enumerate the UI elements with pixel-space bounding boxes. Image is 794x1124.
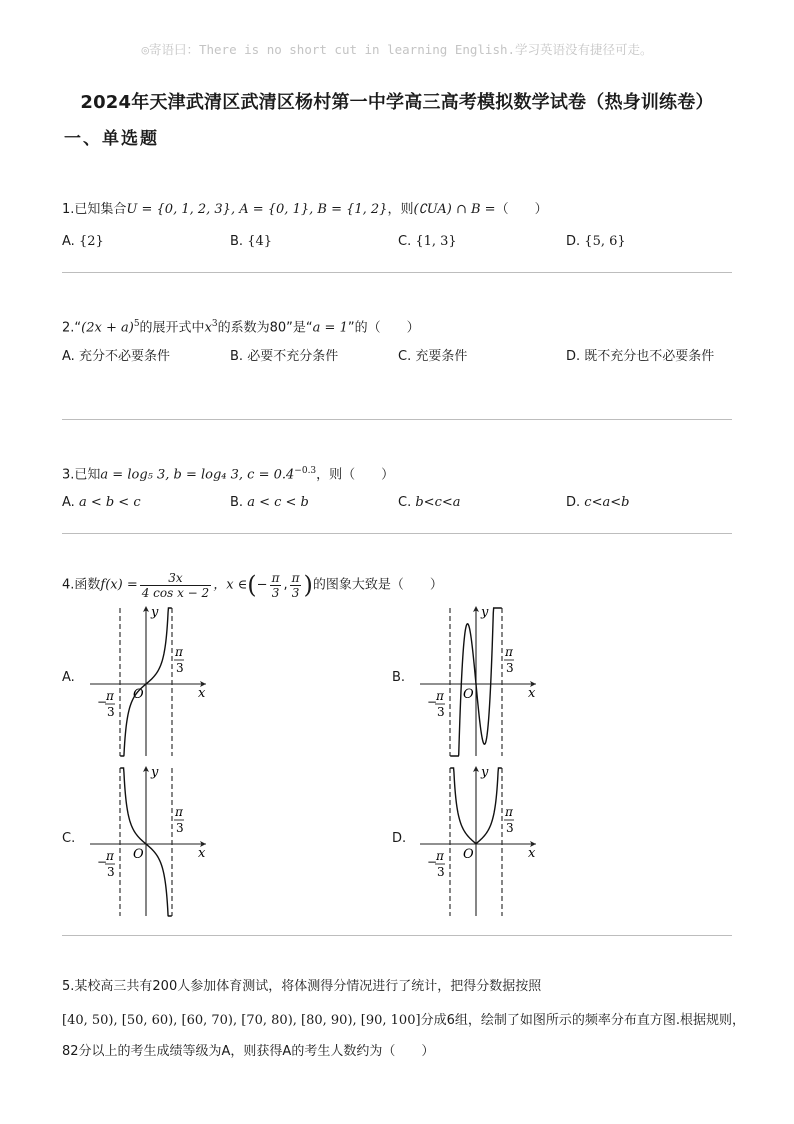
tick-label: π xyxy=(175,645,183,659)
question-5-line-2: [40, 50), [50, 60), [60, 70), [70, 80), [80, 90), [90, 100]分成6组，绘制了如图所示的频率分布直方图.根据规则， xyxy=(62,1013,745,1028)
tick-label: π xyxy=(436,849,444,863)
graph-c[interactable] xyxy=(88,762,218,918)
question-5-line-3: 82分以上的考生成绩等级为A，则获得A的考生人数约为（ ） xyxy=(62,1044,435,1059)
divider xyxy=(62,272,732,273)
y-axis-label: y xyxy=(481,765,489,780)
fraction: $\frac{3x}{\text{4 cos x − 2}}$ xyxy=(141,570,210,600)
y-axis-label: y xyxy=(481,605,489,620)
tick-label: − xyxy=(97,855,108,869)
tick-label: 3 xyxy=(437,705,445,719)
question-3: 3.已知a = log₅ 3, b = log₄ 3, $c = 0.4^{-0.3}$，则（ ） xyxy=(62,466,395,483)
divider xyxy=(62,935,732,936)
divider xyxy=(62,419,732,420)
page-title: 2024年天津武清区武清区杨村第一中学高三高考模拟数学试卷（热身训练卷） xyxy=(80,92,714,113)
option-c[interactable]: C. {1, 3} xyxy=(398,234,457,249)
tick-label: 3 xyxy=(506,821,514,835)
graph-b[interactable] xyxy=(418,602,548,758)
option-d[interactable]: D. c<a<b xyxy=(566,495,630,510)
graph-label-d[interactable]: D. xyxy=(392,831,407,846)
question-5: 5.某校高三共有200人参加体育测试，将体测得分情况进行了统计，把得分数据按照 xyxy=(62,979,542,994)
tick-label: − xyxy=(97,695,108,709)
tick-label: 3 xyxy=(437,865,445,879)
tick-label: π xyxy=(505,645,513,659)
option-b[interactable]: B. 必要不充分条件 xyxy=(230,349,339,364)
graph-label-a[interactable]: A. xyxy=(62,670,75,685)
origin-label: O xyxy=(133,687,144,702)
graph-label-b[interactable]: B. xyxy=(392,670,406,685)
watermark: ◎寄语曰：There is no short cut in learning English.学习英语没有捷径可走。 xyxy=(141,42,653,57)
question-text: 已知集合 xyxy=(74,202,127,217)
origin-label: O xyxy=(463,847,474,862)
tick-label: π xyxy=(505,805,513,819)
option-c[interactable]: C. b<c<a xyxy=(398,495,461,510)
tick-label: 3 xyxy=(176,661,184,675)
option-d[interactable]: D. {5, 6} xyxy=(566,234,626,249)
question-number: 1. xyxy=(62,202,75,217)
tick-label: π xyxy=(106,849,114,863)
option-a[interactable]: A. 充分不必要条件 xyxy=(62,349,170,364)
divider xyxy=(62,533,732,534)
option-c[interactable]: C. 充要条件 xyxy=(398,349,468,364)
question-4: 4.函数f(x) = $\frac{3x}{\text{4 cos x − 2}}$ ，x ∈(− $\frac{\pi}{3}$ , $\frac{\pi}{3}$ )的图象大致是（ ） xyxy=(62,570,443,600)
graph-d[interactable] xyxy=(418,762,548,918)
question-2: 2.“(2x + a)$^5$的展开式中$x^3$的系数为80”是“a = 1”的（ ） xyxy=(62,319,420,336)
tick-label: 3 xyxy=(176,821,184,835)
tick-label: − xyxy=(427,855,438,869)
option-a[interactable]: A. a < b < c xyxy=(62,495,141,510)
question-math: U = {0, 1, 2, 3}, A = {0, 1}, B = {1, 2} xyxy=(126,202,388,217)
tick-label: 3 xyxy=(107,865,115,879)
question-text: ，则 xyxy=(387,202,414,217)
tick-label: 3 xyxy=(506,661,514,675)
y-axis-label: y xyxy=(151,605,159,620)
question-1 xyxy=(62,201,548,219)
tick-label: 3 xyxy=(107,705,115,719)
origin-label: O xyxy=(133,847,144,862)
option-b[interactable]: B. {4} xyxy=(230,234,273,249)
x-axis-label: x xyxy=(528,846,536,861)
y-axis-label: y xyxy=(151,765,159,780)
option-a[interactable]: A. {2} xyxy=(62,234,104,249)
x-axis-label: x xyxy=(198,686,206,701)
graph-label-c[interactable]: C. xyxy=(62,831,76,846)
x-axis-label: x xyxy=(528,686,536,701)
tick-label: − xyxy=(427,695,438,709)
origin-label: O xyxy=(463,687,474,702)
tick-label: π xyxy=(175,805,183,819)
question-math: (∁UA) ∩ B = xyxy=(413,202,496,217)
option-b[interactable]: B. a < c < b xyxy=(230,495,309,510)
question-text: （ ） xyxy=(495,202,548,217)
graph-a[interactable] xyxy=(88,602,218,758)
section-heading: 一、单选题 xyxy=(64,129,159,149)
tick-label: π xyxy=(106,689,114,703)
tick-label: π xyxy=(436,689,444,703)
option-d[interactable]: D. 既不充分也不必要条件 xyxy=(566,349,715,364)
x-axis-label: x xyxy=(198,846,206,861)
